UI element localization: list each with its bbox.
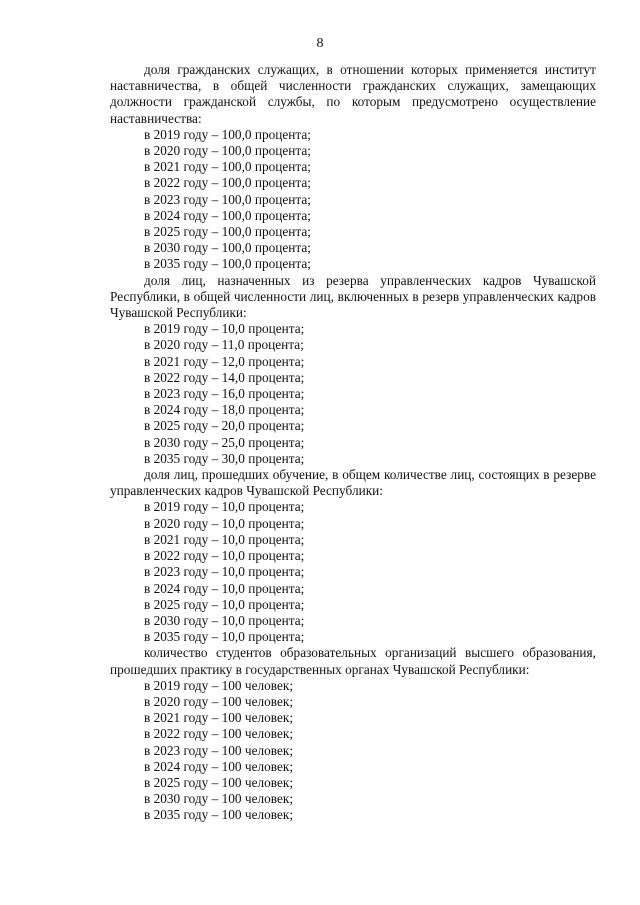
indicator-intro: доля лиц, прошедших обучение, в общем количестве лиц, состоящих в резерве управленческих кадров Чувашской Республики: (110, 467, 596, 499)
indicator-value: в 2021 году – 100,0 процента; (144, 159, 311, 175)
indicator-value: в 2022 году – 10,0 процента; (144, 548, 305, 564)
indicator-value: в 2030 году – 25,0 процента; (144, 434, 305, 450)
indicator-value: в 2025 году – 10,0 процента; (144, 596, 305, 612)
indicator-value: в 2030 году – 100 человек; (144, 791, 294, 807)
indicator-value: в 2020 году – 10,0 процента; (144, 515, 305, 531)
indicator-value: в 2035 году – 10,0 процента; (144, 629, 305, 645)
indicator-value: в 2030 году – 10,0 процента; (144, 612, 305, 628)
indicator-value: в 2019 году – 100,0 процента; (144, 126, 311, 142)
indicator-value: в 2023 году – 100,0 процента; (144, 191, 311, 207)
indicator-value: в 2019 году – 100 человек; (144, 677, 294, 693)
indicator-value: в 2020 году – 100,0 процента; (144, 143, 311, 159)
indicator-value: в 2021 году – 12,0 процента; (144, 353, 305, 369)
indicator-value: в 2024 году – 100 человек; (144, 758, 294, 774)
indicator-value: в 2021 году – 10,0 процента; (144, 531, 305, 547)
indicator-value: в 2025 году – 100 человек; (144, 774, 294, 790)
indicator-value: в 2020 году – 100 человек; (144, 693, 294, 709)
indicator-intro: доля гражданских служащих, в отношении которых применяется институт наставничества, в общей численности гражданских служащих, замещающих должности гражданской службы, по которым предусмотрено осуществление наставничества: (110, 62, 596, 126)
indicator-value: в 2019 году – 10,0 процента; (144, 499, 305, 515)
indicator-value: в 2024 году – 10,0 процента; (144, 580, 305, 596)
indicator-intro: количество студентов образовательных организаций высшего образования, прошедших практику в государственных органах Чувашской Республики: (110, 645, 596, 677)
indicator-value: в 2022 году – 14,0 процента; (144, 369, 305, 385)
indicator-value: в 2025 году – 20,0 процента; (144, 418, 305, 434)
indicator-value: в 2035 году – 100 человек; (144, 807, 294, 823)
indicator-value: в 2022 году – 100 человек; (144, 726, 294, 742)
indicator-value: в 2021 году – 100 человек; (144, 710, 294, 726)
document-body (110, 62, 596, 824)
indicator-value: в 2020 году – 11,0 процента; (144, 337, 304, 353)
indicator-value: в 2024 году – 18,0 процента; (144, 402, 305, 418)
indicator-value: в 2019 году – 10,0 процента; (144, 321, 305, 337)
indicator-value: в 2022 году – 100,0 процента; (144, 175, 311, 191)
indicator-value: в 2030 году – 100,0 процента; (144, 240, 311, 256)
indicator-value: в 2023 году – 10,0 процента; (144, 564, 305, 580)
indicator-value: в 2023 году – 16,0 процента; (144, 386, 305, 402)
indicator-value: в 2035 году – 30,0 процента; (144, 450, 305, 466)
indicator-value: в 2023 году – 100 человек; (144, 742, 294, 758)
indicator-value: в 2035 году – 100,0 процента; (144, 256, 311, 272)
page-number: 8 (316, 36, 324, 51)
indicator-intro: доля лиц, назначенных из резерва управленческих кадров Чувашской Республики, в общей численности лиц, включенных в резерв управленческих кадров Чувашской Республики: (110, 272, 596, 321)
indicator-value: в 2024 году – 100,0 процента; (144, 207, 311, 223)
indicator-value: в 2025 году – 100,0 процента; (144, 224, 311, 240)
